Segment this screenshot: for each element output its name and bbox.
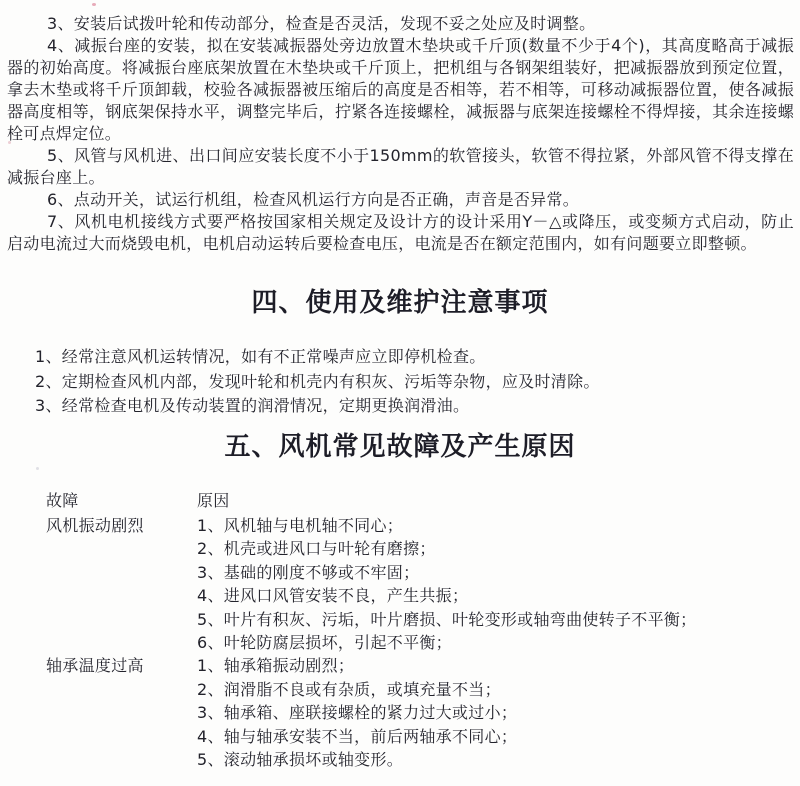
- section-5-title: 五、风机常见故障及产生原因: [224, 431, 576, 462]
- scan-speck: [36, 467, 39, 470]
- cause-item: 3、基础的刚度不够或不牢固；: [197, 562, 420, 582]
- maintenance-list: [0, 345, 800, 419]
- table-row-fan-vibration: [46, 514, 800, 654]
- cause-item: 2、机壳或进风口与叶轮有磨擦；: [197, 539, 436, 559]
- table-row-bearing-temperature: [46, 654, 800, 771]
- cause-list: [197, 514, 800, 654]
- cause-item: 4、轴与轴承安装不当，前后两轴承不同心；: [197, 726, 518, 746]
- installation-item-5: 5、风管与风机进、出口间应安装长度不小于150mm的软管接头，软管不得拉紧，外部风管不得支撑在减振台座上。: [7, 146, 794, 187]
- installation-instructions: [0, 0, 800, 255]
- cause-item: 2、润滑脂不良或有杂质，或填充量不当；: [197, 679, 501, 699]
- cause-item: 5、叶片有积灰、污垢，叶片磨损、叶轮变形或轴弯曲使转子不平衡；: [197, 609, 697, 629]
- installation-item-6: 6、点动开关，试运行机组，检查风机运行方向是否正确，声音是否异常。: [47, 190, 580, 209]
- maintenance-item-1: 1、经常注意风机运转情况，如有不正常噪声应立即停机检查。: [35, 347, 486, 366]
- section-4-title: 四、使用及维护注意事项: [251, 288, 549, 318]
- cause-column-header: 原因: [197, 490, 230, 510]
- installation-item-7: 7、风机电机接线方式要严格按国家相关规定及设计方的设计采用Y－△或降压，或变频方式启动，防止启动电流过大而烧毁电机，电机启动运转后要检查电压，电流是否在额定范围内，如有问题要立即整顿。: [7, 212, 794, 253]
- installation-item-4: 4、减振台座的安装，拟在安装减振器处旁边放置木垫块或千斤顶(数量不少于4个)，其高度略高于减振器的初始高度。将减振台座底架放置在木垫块或千斤顶上，把机组与各钢架组装好，把减振器放到预定位置，拿去木垫或将千斤顶卸载，校验各减振器被压缩后的高度是否相等，若不相等，可移动减振器位置，使各减振器高度相等，钢底架保持水平，调整完毕后，拧紧各连接螺栓，减振器与底架连接螺栓不得焊接，其余连接螺栓可点焊定位。: [7, 36, 794, 143]
- cause-item: 6、叶轮防腐层损坏，引起不平衡；: [197, 632, 452, 652]
- fault-name: 风机振动剧烈: [46, 515, 144, 535]
- fault-cause-table: [0, 489, 800, 772]
- cause-item: 1、轴承箱振动剧烈；: [197, 656, 355, 676]
- maintenance-item-2: 2、定期检查风机内部，发现叶轮和机壳内有积灰、污垢等杂物，应及时清除。: [35, 371, 600, 391]
- fault-column-header: 故障: [46, 490, 79, 510]
- cause-item: 1、风机轴与电机轴不同心；: [197, 515, 404, 535]
- table-header-row: [46, 489, 800, 512]
- cause-item: 4、进风口风管安装不良，产生共振；: [197, 586, 469, 606]
- installation-item-3: 3、安装后试拨叶轮和传动部分，检查是否灵活，发现不妥之处应及时调整。: [47, 14, 596, 33]
- maintenance-item-3: 3、经常检查电机及传动装置的润滑情况，定期更换润滑油。: [35, 396, 470, 415]
- cause-list: [197, 654, 800, 771]
- fault-name: 轴承温度过高: [46, 656, 144, 676]
- cause-item: 5、滚动轴承损坏或轴变形。: [197, 749, 404, 769]
- cause-item: 3、轴承箱、座联接螺栓的紧力过大或过小；: [197, 703, 518, 723]
